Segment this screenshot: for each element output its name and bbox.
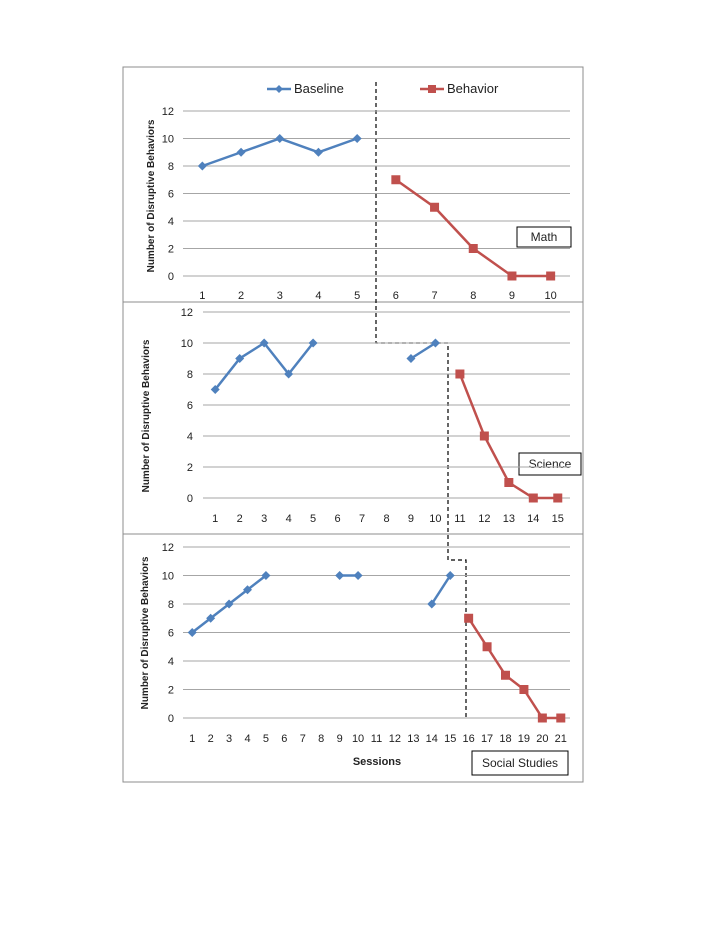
social-studies-xtick-7: 7 [299,733,306,745]
social-studies-xtick-19: 19 [517,733,531,745]
social-studies-behavior-point-21 [556,714,565,723]
legend-behavior-label: Behavior [447,81,499,96]
math-ytick-6: 6 [167,188,174,201]
math-panel-frame [123,67,583,302]
science-xtick-5: 5 [310,513,317,525]
social-studies-baseline-point-9 [335,571,344,580]
social-studies-behavior-point-16 [464,614,473,623]
science-xtick-12: 12 [478,513,491,525]
science-baseline-line-0 [215,343,313,390]
science-y-axis-title: Number of Disruptive Behaviors [141,339,152,493]
social-studies-xtick-11: 11 [370,733,383,745]
math-label-box [517,227,571,247]
science-xtick-9: 9 [407,513,415,525]
science-ytick-2: 2 [186,462,193,474]
math-xtick-2: 2 [237,290,245,302]
social-studies-behavior-point-20 [538,714,547,723]
social-studies-ytick-12: 12 [161,542,174,554]
math-xtick-4: 4 [315,290,322,302]
social-studies-label-box [472,751,568,775]
legend [267,81,499,96]
social-studies-xtick-6: 6 [281,733,288,745]
math-ytick-12: 12 [161,106,174,118]
science-ytick-12: 12 [180,307,193,319]
science-behavior-point-11 [455,370,464,379]
social-studies-xtick-14: 14 [425,733,438,745]
science-xtick-3: 3 [261,513,268,525]
x-axis-title: Sessions [352,756,402,768]
science-xtick-14: 14 [527,513,540,525]
social-studies-xtick-2: 2 [207,733,214,745]
math-xtick-5: 5 [354,290,361,302]
social-studies-xtick-16: 16 [462,733,475,745]
social-studies-xtick-13: 13 [407,733,420,745]
social-studies-ytick-10: 10 [161,570,174,583]
social-studies-xtick-18: 18 [499,733,512,745]
social-studies-xtick-12: 12 [388,733,402,745]
social-studies-xtick-20: 20 [536,733,549,745]
phase-change-line [376,82,466,720]
science-behavior-point-15 [553,494,562,503]
science-xtick-2: 2 [236,513,243,525]
math-behavior-point-8 [469,244,478,253]
science-xtick-4: 4 [285,513,292,525]
math-behavior-point-10 [546,272,555,281]
social-studies-label: Social Studies [481,756,559,770]
social-studies-behavior-line-0 [469,618,561,718]
social-studies-xtick-9: 9 [336,733,343,745]
science-ytick-4: 4 [186,431,193,443]
social-studies-behavior-point-17 [483,642,492,651]
social-studies-ytick-0: 0 [167,713,174,725]
social-studies-baseline-line-2 [432,576,450,605]
math-baseline-point-1 [198,162,207,171]
social-studies-ytick-2: 2 [167,684,174,697]
science-ytick-10: 10 [180,338,193,350]
social-studies-baseline-point-10 [354,571,363,580]
science-xtick-6: 6 [334,513,341,525]
science-label: Science [528,457,572,471]
math-baseline-point-3 [275,134,284,143]
math-ytick-8: 8 [167,161,174,173]
science-xtick-15: 15 [551,513,564,525]
social-studies-ytick-8: 8 [167,599,174,611]
science-xtick-7: 7 [358,513,366,525]
social-studies-y-axis-title: Number of Disruptive Behaviors [140,556,151,710]
social-studies-behavior-point-19 [519,685,528,694]
math-baseline-point-4 [314,148,323,157]
social-studies-ytick-6: 6 [167,627,174,640]
social-studies-xtick-10: 10 [351,733,365,745]
science-xtick-8: 8 [383,513,390,525]
legend-behavior-marker [428,85,436,93]
math-xtick-9: 9 [508,290,516,302]
math-behavior-point-9 [507,272,516,281]
math-ytick-0: 0 [167,271,174,283]
math-behavior-point-6 [391,175,400,184]
math-ytick-10: 10 [161,133,174,146]
legend-baseline-label: Baseline [294,81,344,96]
science-ytick-0: 0 [186,493,193,505]
science-xtick-13: 13 [502,513,515,525]
science-ytick-6: 6 [186,400,193,412]
math-xtick-8: 8 [470,290,477,302]
math-xtick-10: 10 [544,290,557,302]
math-y-axis-title: Number of Disruptive Behaviors [146,119,157,273]
math-xtick-6: 6 [392,290,399,302]
science-baseline-line-1 [411,343,435,359]
math-ytick-2: 2 [167,243,174,256]
social-studies-xtick-5: 5 [262,733,269,745]
social-studies-xtick-21: 21 [554,733,567,745]
social-studies-xtick-4: 4 [244,733,251,745]
social-studies-behavior-point-18 [501,671,510,680]
math-ytick-4: 4 [167,216,174,228]
science-label-box [519,453,581,475]
science-behavior-point-12 [480,432,489,441]
science-ytick-8: 8 [186,369,193,381]
science-xtick-1: 1 [212,513,219,525]
science-behavior-point-13 [504,478,513,487]
social-studies-xtick-8: 8 [318,733,325,745]
math-xtick-7: 7 [431,290,438,302]
math-behavior-point-7 [430,203,439,212]
math-xtick-1: 1 [199,290,206,302]
legend-baseline-marker [275,85,283,93]
social-studies-xtick-17: 17 [480,733,494,745]
math-label: Math [530,230,558,244]
science-behavior-point-14 [529,494,538,503]
science-xtick-11: 11 [454,513,466,525]
math-baseline-point-2 [237,148,246,157]
social-studies-xtick-1: 1 [189,733,196,745]
social-studies-xtick-3: 3 [226,733,233,745]
math-baseline-point-5 [353,134,362,143]
math-xtick-3: 3 [276,290,283,302]
social-studies-ytick-4: 4 [167,656,174,668]
social-studies-xtick-15: 15 [444,733,457,745]
science-xtick-10: 10 [429,513,442,525]
